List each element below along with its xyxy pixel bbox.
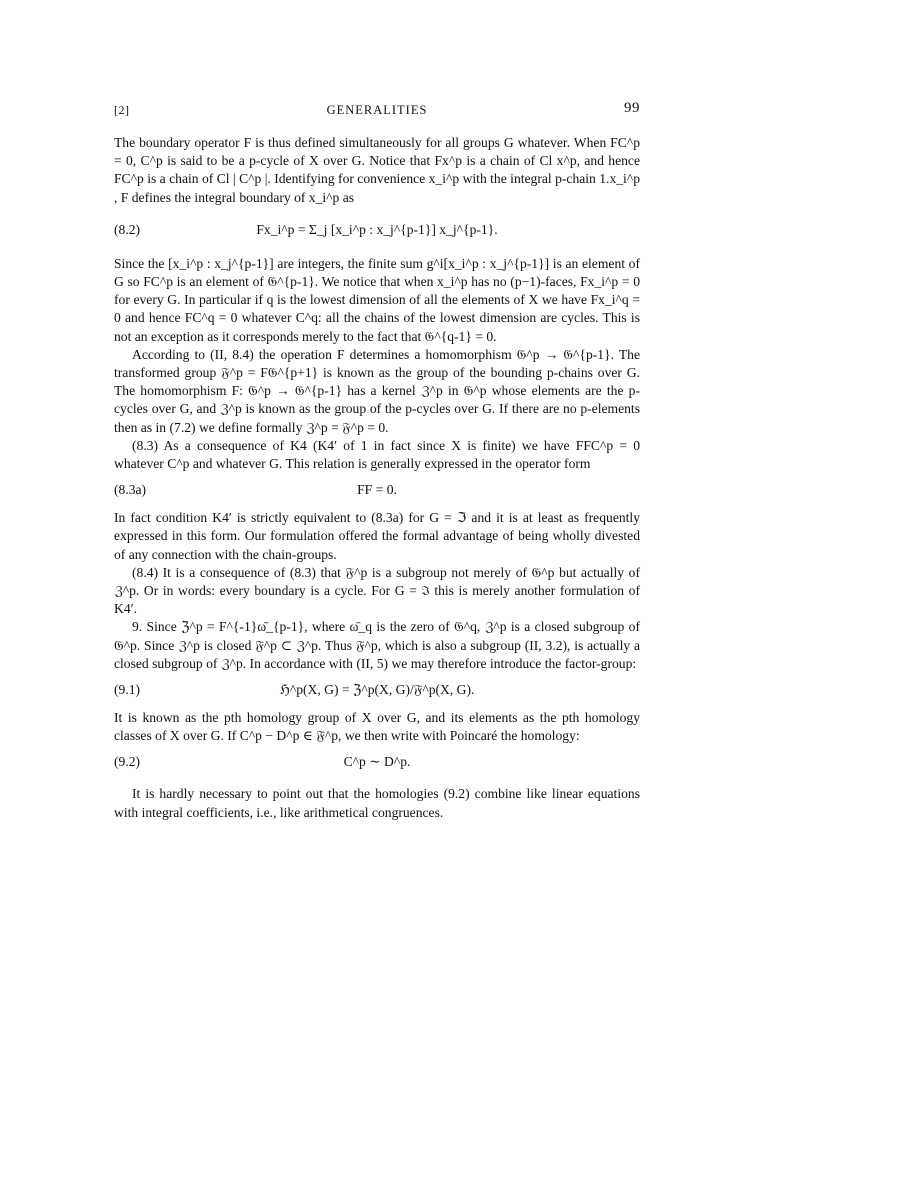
paragraph-9: 9. Since ℨ^p = F^{-1}ω̄_{p-1}, where ω̄_q is the zero of 𝔊^q, ℨ^p is a closed subgroup of 𝔊^p. Since ℨ^p is closed 𝔉̄^p ⊂ ℨ^p. Thus 𝔉̄^p, which is also a subgroup (II, 3.2), is actually a closed subgroup of ℨ^p. In accordance with (II, 5) we may therefore introduce the factor-group: — [114, 619, 640, 671]
paragraph-homology-group: It is known as the pth homology group of X over G, and its elements as the pth homology classes of X over G. If C^p − D^p ∈ 𝔉̄^p, we then write with Poincaré the homology: — [114, 710, 640, 744]
paragraph-homomorphism: According to (II, 8.4) the operation F determines a homomorphism 𝔊^p → 𝔊^{p-1}. The transformed group 𝔉^p = F𝔊^{p+1} is known as the group of the bounding p-chains over G. The homomorphism F: 𝔊^p → 𝔊^{p-1} has a kernel ℨ^p in 𝔊^p whose elements are the p-cycles over G, and ℨ^p is known as the group of the p-cycles over G. If there are no p-elements then as in (7.2) we define formally ℨ^p = 𝔉^p = 0. — [114, 346, 640, 435]
paragraph-8-3: (8.3) As a consequence of K4 (K4′ of 1 in fact since X is finite) we have FFC^p = 0 whatever C^p and whatever G. This relation is generally expressed in the operator form — [114, 437, 640, 472]
equation-number: (9.2) — [114, 754, 141, 770]
equation-formula: FF = 0. — [357, 482, 397, 498]
section-marker: [2] — [114, 103, 130, 117]
equation-formula: Fx_i^p = Σ_j [x_i^p : x_j^{p-1}] x_j^{p-1}. — [256, 221, 498, 237]
equation-9-2 — [114, 749, 640, 775]
equation-number: (8.3a) — [114, 482, 147, 498]
equation-8-2 — [114, 213, 640, 247]
paragraph-8-4: (8.4) It is a consequence of (8.3) that 𝔉^p is a subgroup not merely of 𝔊^p but actually of ℨ^p. Or in words: every boundary is a cycle. For G = ℑ this is merely another formulation of K4′. — [114, 564, 640, 617]
running-title: GENERALITIES — [326, 103, 428, 117]
page-body — [114, 134, 640, 822]
paragraph-boundary-operator: The boundary operator F is thus defined simultaneously for all groups G whatever. When FC^p = 0, C^p is said to be a p-cycle of X over G. Notice that Fx^p is a chain of Cl x^p, and hence FC^p is a chain of Cl | C^p |. Identifying for convenience x_i^p with the integral p-chain 1.x_i^p , F defines the integral boundary of x_i^p as — [114, 135, 640, 205]
equation-8-3a — [114, 477, 640, 503]
paragraph-congruences: It is hardly necessary to point out that the homologies (9.2) combine like linear equations with integral coefficients, i.e., like arithmetical congruences. — [114, 786, 640, 820]
equation-formula: ℌ^p(X, G) = ℨ^p(X, G)/𝔉̄^p(X, G). — [279, 682, 475, 698]
page-number: 99 — [624, 100, 640, 116]
running-header — [114, 100, 640, 122]
equation-formula: C^p ∼ D^p. — [343, 754, 411, 770]
equation-number: (8.2) — [114, 221, 141, 237]
book-page — [114, 100, 640, 822]
paragraph-k4-equivalence: In fact condition K4′ is strictly equivalent to (8.3a) for G = ℑ and it is at least as frequently expressed in this form. Our formulation offered the formal advantage of being wholly divested of any connection with the chain-groups. — [114, 510, 640, 562]
paragraph-integers: Since the [x_i^p : x_j^{p-1}] are integers, the finite sum g^i[x_i^p : x_j^{p-1}] is an element of G so FC^p is an element of 𝔊^{p-1}. We notice that when x_i^p has no (p−1)-faces, Fx_i^p = 0 for every G. In particular if q is the lowest dimension of all the elements of X we have Fx_i^q = 0 and hence FC^q = 0 whatever C^q: all the chains of the lowest dimension are cycles. This is not an exception as it corresponds merely to the fact that 𝔊^{q-1} = 0. — [114, 255, 640, 344]
equation-9-1 — [114, 677, 640, 703]
equation-number: (9.1) — [114, 682, 141, 698]
